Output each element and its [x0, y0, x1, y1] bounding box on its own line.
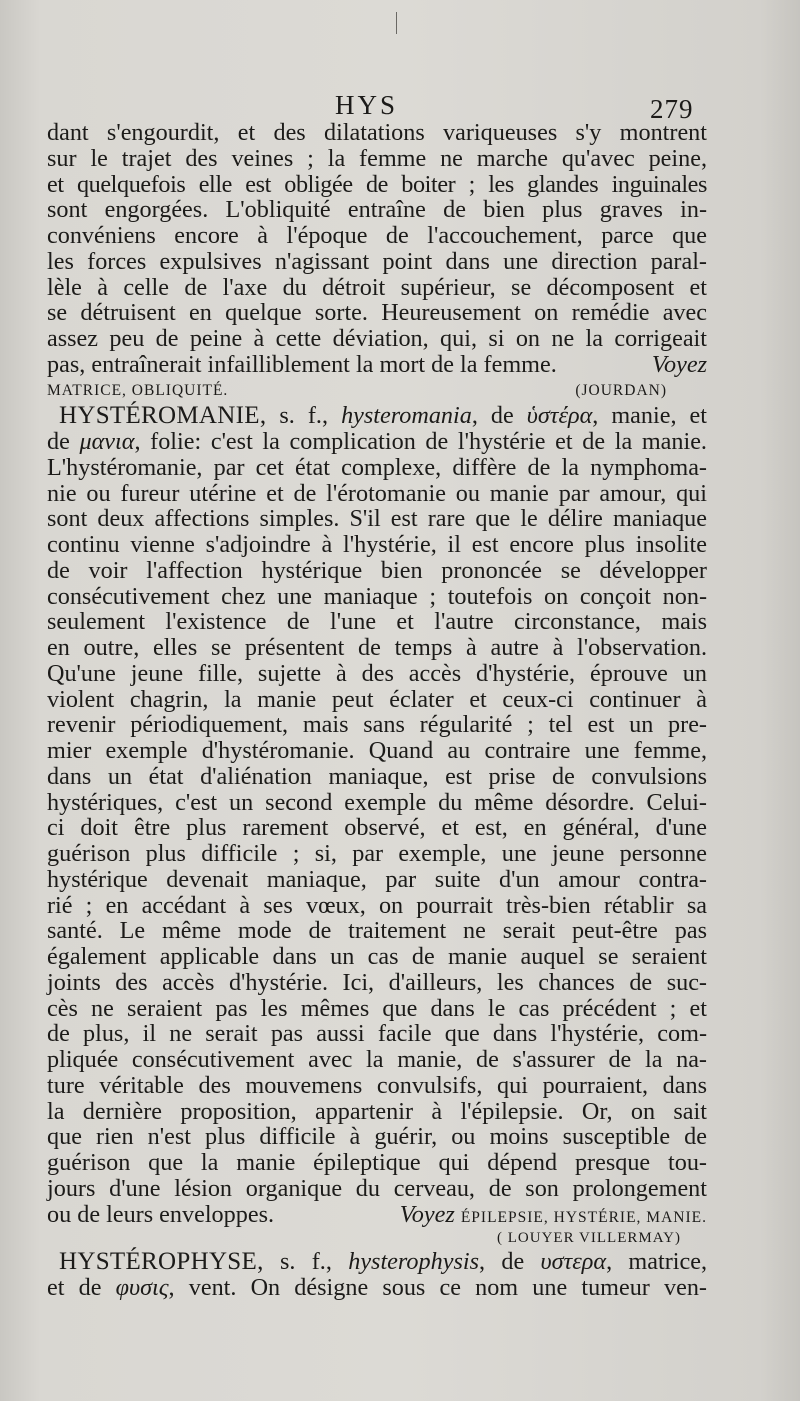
- entry-hysteromanie: [47, 403, 707, 1249]
- text-line: jours d'une lésion organique du cerveau, de son prolongement: [47, 1174, 707, 1202]
- entry-greek: υστερα: [540, 1248, 607, 1276]
- entry-greek: ὑστέρα: [526, 402, 593, 430]
- entry-connector: , de: [471, 402, 527, 430]
- text-line-with-reference: [47, 352, 707, 378]
- see-also-entries: MATRICE, OBLIQUITÉ.: [47, 381, 229, 399]
- entry-heading-line: [47, 403, 707, 429]
- text-line: [47, 429, 707, 455]
- entry-grammar: s. f.,: [263, 1248, 349, 1276]
- text-line: revenir périodiquement, mais sans régularité ; tel est un pre-: [47, 711, 707, 739]
- voyez-reference: Voyez: [399, 1200, 455, 1228]
- text-line: guérison que la manie épileptique qui dépend presque tou-: [47, 1149, 707, 1176]
- entry-term: HYSTÉROPHYSE,: [59, 1248, 264, 1276]
- text-line-with-reference: [47, 1202, 707, 1228]
- text-line: convéniens encore à l'époque de l'accouchement, parce que: [47, 222, 707, 249]
- entry-gloss: , matrice,: [606, 1248, 707, 1276]
- text-line: pliquée consécutivement avec la manie, de s'assurer de la na-: [47, 1046, 707, 1073]
- text-line: que rien n'est plus difficile à guérir, ou moins susceptible de: [47, 1123, 707, 1151]
- text-line: seulement l'existence de l'une et l'autre circonstance, mais: [47, 608, 707, 636]
- text-line: ci doit être plus rarement observé, et est, en général, d'une: [47, 814, 707, 842]
- text-line: [47, 1275, 707, 1301]
- entry-latin: hysterophysis: [348, 1248, 479, 1276]
- text-line: ou de leurs enveloppes.: [47, 1200, 275, 1228]
- text-line: dant s'engourdit, et des dilatations variqueuses s'y montrent: [47, 119, 707, 146]
- paragraph-continuation: [47, 120, 707, 403]
- author-credit: (JOURDAN): [575, 381, 667, 399]
- page-body: [47, 120, 707, 1301]
- text-line: les forces expulsives n'agissant point dans une direction paral-: [47, 247, 707, 275]
- text-line: la dernière proposition, appartenir à l'épilepsie. Or, on sait: [47, 1097, 707, 1125]
- text-line: joints des accès d'hystérie. Ici, d'ailleurs, les chances de suc-: [47, 968, 707, 996]
- entry-greek: μανια: [79, 428, 135, 455]
- entry-connector: , de: [479, 1248, 541, 1276]
- text-line: de plus, il ne serait pas aussi facile que dans l'hystérie, com-: [47, 1020, 707, 1048]
- text-line: se détruisent en quelque sorte. Heureusement on remédie avec: [47, 299, 707, 327]
- text-line: et quelquefois elle est obligée de boiter ; les glandes inguinales: [47, 170, 707, 198]
- see-also-row: [47, 378, 707, 404]
- text-line: ture véritable des mouvemens convulsifs, qui pourraient, dans: [47, 1071, 707, 1099]
- entry-gloss: , manie, et: [592, 402, 707, 430]
- text-line: mier exemple d'hystéromanie. Quand au contraire une femme,: [47, 737, 707, 764]
- entry-latin: hysteromania: [341, 402, 472, 430]
- entry-grammar: s. f.,: [266, 402, 342, 430]
- text-line: sont engorgées. L'obliquité entraîne de bien plus graves in-: [47, 196, 707, 224]
- voyez-reference: Voyez: [651, 350, 707, 378]
- text-line: violent chagrin, la manie peut éclater et ceux-ci continuer à: [47, 685, 707, 713]
- text-line: L'hystéromanie, par cet état complexe, diffère de la nymphoma-: [47, 453, 707, 481]
- text-line: guérison plus difficile ; si, par exemple, une jeune personne: [47, 840, 707, 867]
- see-also-entries: ÉPILEPSIE, HYSTÉRIE, MANIE.: [460, 1208, 707, 1226]
- page-number: 279: [650, 94, 694, 124]
- entry-connector: et de: [47, 1274, 116, 1301]
- text-line: également applicable dans un cas de manie auquel se seraient: [47, 943, 707, 970]
- entry-term: HYSTÉROMANIE,: [59, 402, 267, 430]
- entry-definition: , vent. On désigne sous ce nom une tumeur ven-: [168, 1274, 707, 1301]
- text-line: cès ne seraient pas les mêmes que dans le cas précédent ; et: [47, 994, 707, 1022]
- text-line: en outre, elles se présentent de temps à autre à l'observation.: [47, 634, 707, 661]
- text-line: hystérique devenait maniaque, par suite d'un amour contra-: [47, 865, 707, 893]
- text-line: Qu'une jeune fille, sujette à des accès d'hystérie, éprouve un: [47, 659, 707, 687]
- entry-heading-line: [47, 1249, 707, 1275]
- text-line: rié ; en accédant à ses vœux, on pourrait très-bien rétablir sa: [47, 891, 707, 919]
- text-line: santé. Le même mode de traitement ne serait peut-être pas: [47, 917, 707, 945]
- text-line: lèle à celle de l'axe du détroit supérieur, se décomposent et: [47, 273, 707, 301]
- text-line: pas, entraînerait infailliblement la mort de la femme.: [47, 350, 557, 378]
- text-line: sur le trajet des veines ; la femme ne marche qu'avec peine,: [47, 144, 707, 172]
- text-line: assez peu de peine à cette déviation, qui, si on ne la corrigeait: [47, 325, 707, 352]
- entry-greek: φυσις: [115, 1274, 169, 1301]
- running-head-title: HYS: [335, 90, 399, 120]
- text-line: hystériques, c'est un second exemple du même désordre. Celui-: [47, 788, 707, 816]
- text-line: dans un état d'aliénation maniaque, est prise de convulsions: [47, 762, 707, 790]
- author-credit: ( LOUYER VILLERMAY): [497, 1230, 681, 1247]
- entry-definition: , folie: c'est la complication de l'hystérie et de la manie.: [134, 428, 707, 455]
- entry-connector: de: [47, 428, 80, 455]
- entry-hysterophyse: [47, 1249, 707, 1301]
- text-line: de voir l'affection hystérique bien prononcée se développer: [47, 556, 707, 584]
- text-line: consécutivement chez une maniaque ; toutefois on conçoit non-: [47, 582, 707, 610]
- text-line: nie ou fureur utérine et de l'érotomanie ou manie par amour, qui: [47, 479, 707, 507]
- text-line: sont deux affections simples. S'il est rare que le délire maniaque: [47, 505, 707, 533]
- text-line: continu vienne s'adjoindre à l'hystérie, il est encore plus insolite: [47, 531, 707, 558]
- gutter-mark: [396, 12, 397, 34]
